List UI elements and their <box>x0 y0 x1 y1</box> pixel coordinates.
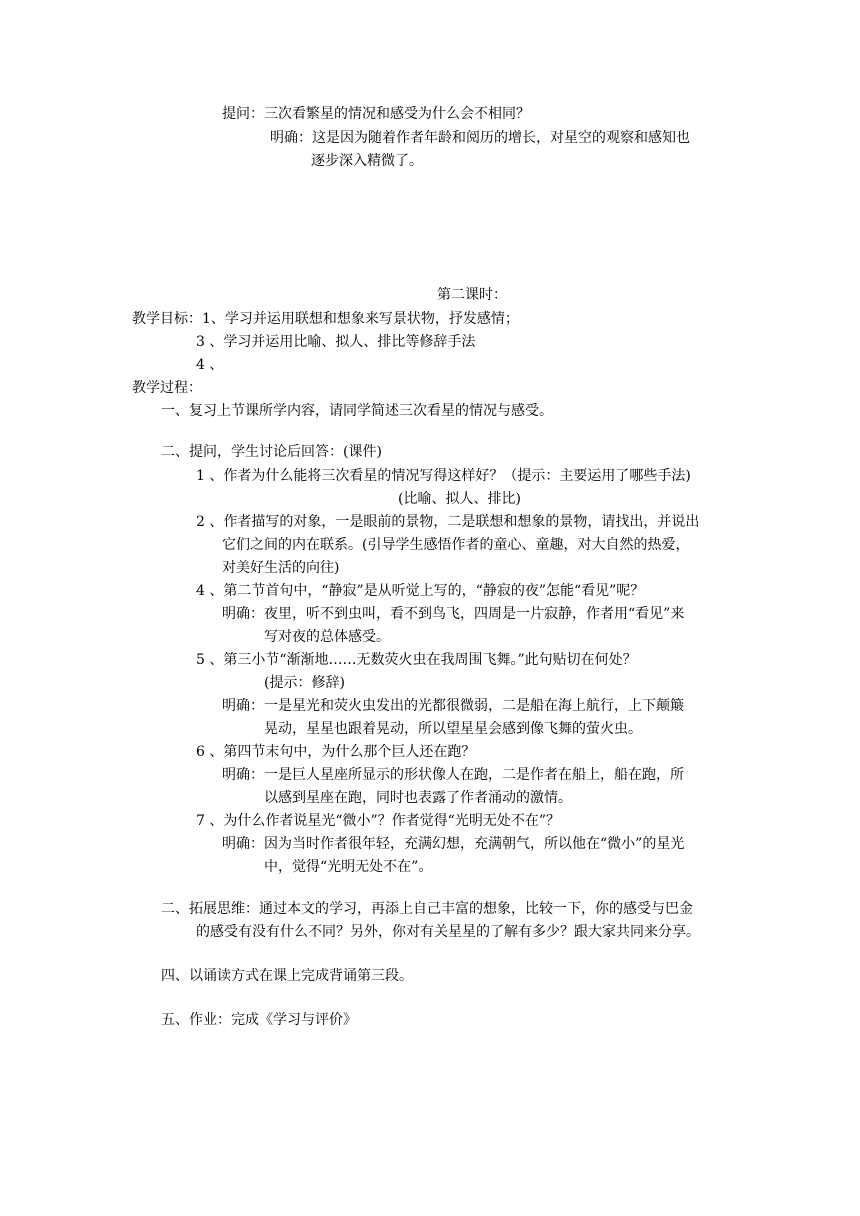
process-label: 教学过程： <box>132 380 202 396</box>
answer-line: 晃动，星星也跟着晃动，所以望星星会感到像飞舞的萤火虫。 <box>264 721 642 737</box>
answer-line: 写对夜的总体感受。 <box>264 629 390 645</box>
question-item: 7 、为什么作者说星光“微小”？作者觉得“光明无处不在”？ <box>196 813 560 829</box>
answer-line: 明确：这是因为随着作者年龄和阅历的增长，对星空的观察和感知也 <box>270 130 690 146</box>
question-item: 5 、第三小节“渐渐地……无数荧火虫在我周围飞舞。”此句贴切在何处？ <box>196 652 637 668</box>
step-five: 五、作业：完成《学习与评价》 <box>161 1012 357 1028</box>
answer-line: 明确：因为当时作者很年轻，充满幻想，充满朝气，所以他在“微小”的星光 <box>222 836 685 852</box>
answer-line: 逐步深入精微了。 <box>311 153 423 169</box>
question-line: 提问：三次看繁星的情况和感受为什么会不相同？ <box>222 106 530 122</box>
question-item-cont: 对美好生活的向往) <box>222 560 340 576</box>
lesson-title: 第二课时： <box>437 287 507 303</box>
step-two-heading: 二、提问，学生讨论后回答：(课件) <box>161 444 382 460</box>
question-item: 2 、作者描写的对象，一是眼前的景物，二是联想和想象的景物，请找出，并说出 <box>196 514 700 530</box>
answer-line: 中，觉得“光明无处不在”。 <box>264 859 433 875</box>
step-four: 四、以诵读方式在课上完成背诵第三段。 <box>161 968 413 984</box>
objective-line: 3 、学习并运用比喻、拟人、排比等修辞手法 <box>196 334 476 350</box>
question-item: 4 、第二节首句中，“静寂”是从听觉上写的，“静寂的夜”怎能“看见”呢？ <box>196 583 645 599</box>
answer-line: 明确：夜里，听不到虫叫，看不到鸟飞，四周是一片寂静，作者用“看见”来 <box>222 606 685 622</box>
question-item: 1 、作者为什么能将三次看星的情况写得这样好？（提示：主要运用了哪些手法) <box>196 468 691 484</box>
question-item: 6 、第四节末句中，为什么那个巨人还在跑？ <box>196 744 476 760</box>
step-three-cont: 的感受有没有什么不同？另外，你对有关星星的了解有多少？跟大家共同来分享。 <box>196 924 700 940</box>
answer-line: 以感到星座在跑，同时也表露了作者涌动的激情。 <box>264 790 572 806</box>
objective-line: 教学目标：1、学习并运用联想和想象来写景状物，抒发感情； <box>132 311 519 327</box>
step-one: 一、复习上节课所学内容，请同学简述三次看星的情况与感受。 <box>161 403 553 419</box>
answer-line: 明确：一是巨人星座所显示的形状像人在跑，二是作者在船上，船在跑，所 <box>222 767 684 783</box>
step-three: 二、拓展思维：通过本文的学习，再添上自己丰富的想象，比较一下，你的感受与巴金 <box>161 901 693 917</box>
answer-line: 明确：一是星光和荧火虫发出的光都很微弱，二是船在海上航行，上下颠簸 <box>222 698 684 714</box>
question-item-hint: (比喻、拟人、排比) <box>398 491 521 507</box>
question-item-cont: 它们之间的内在联系。(引导学生感悟作者的童心、童趣，对大自然的热爱， <box>222 537 690 553</box>
objective-line: 4 、 <box>196 357 224 373</box>
question-item-hint: (提示：修辞) <box>264 675 345 691</box>
